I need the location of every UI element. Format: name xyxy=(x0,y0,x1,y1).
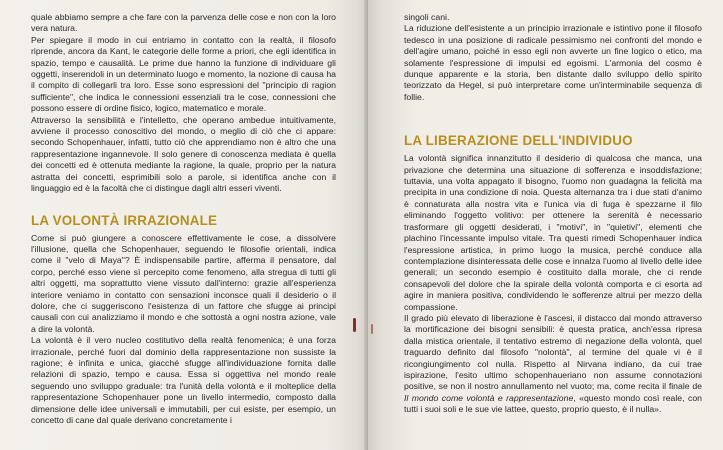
paragraph-text: , «questo mondo così reale, con tutti i suoi soli e le sue vie lattee, questo, proprio questo, è il nulla». xyxy=(404,392,702,415)
paragraph: Attraverso la sensibilità e l'intelletto, che operano ambedue intuitivamente, avviene il processo conoscitivo del mondo, o meglio di ciò che ci appare: secondo Schopenhauer, infatti, tutto ciò che apprendiamo non è altro che una rappresentazione ingannevole. Il solo genere di conoscenza mediata è quella dei concetti ed è ottenuta mediante la ragione, la quale, proprio per la natura astratta dei concetti, esprimibili solo a parole, si identifica anche con il linguaggio ed è la facoltà che ci distingue dagli altri esseri viventi. xyxy=(31,114,336,194)
paragraph: singoli cani. xyxy=(404,12,450,22)
paragraph: La volontà è il vero nucleo costitutivo della realtà fenomenica; è una forza irrazionale, perché fuori dal dominio della rappresentazione non sussiste la ragione; è infinita e unica, giacché sfugge all'individuazione fornita dalle relazioni di spazio, tempo e causa. Essa si oggettiva nel mondo reale seguendo uno sviluppo graduale: tra l'unità della volontà e il molteplice della rappresentazione Schopenhauer pone un livello intermedio, composto dalla dimensione delle idee universali e immutabili, per cui esiste, per esempio, un concetto di cane dal quale derivano concretamente i xyxy=(31,335,336,425)
paragraph-text: Il grado più elevato di liberazione è l'ascesi, il distacco dal mondo attraverso la mortificazione dei bisogni sensibili: è questa pratica, anch'essa ripresa dalla mistica orientale, il tentativo estremo di negazione della volontà, quel traguardo definito dal filosofo "nolontà", al termine del quale vi è il ricongiungimento col nulla. Rispetto al Nirvana indiano, da cui trae ispirazione, l'esito ultimo schopenhaueriano non assume connotazioni positive, se non il nostro annullamento nel vuoto; ma, come recita il finale de xyxy=(404,312,702,392)
page-mark xyxy=(371,324,373,334)
paragraph: La riduzione dell'esistente a un principio irrazionale e istintivo pone il filosofo tedesco in una posizione di radicale pessimismo nei confronti del mondo e dell'agire umano, poiché in esso egli non avverte un fine logico o etico, ma solamente l'espressione di impulsi ed egoismi. L'armonia del cosmo è dunque apparente e la storia, ben distante dallo sviluppo dello spirito teorizzato da Hegel, si può interpretare come un'interminabile sequenza di follie. xyxy=(404,23,702,102)
section-heading: LA VOLONTÀ IRRAZIONALE xyxy=(31,212,218,228)
page-mark xyxy=(353,318,356,332)
paragraph: Per spiegare il modo in cui entriamo in contatto con la realtà, il filosofo riprende, ancora da Kant, le categorie delle forme a priori, che egli identifica in spazio, tempo e causalità. Le prime due hanno la funzione di individuare gli oggetti, inserendoli in un determinato luogo e momento, la nozione di causa ha il compito di collegarli tra loro. Esse sono espressioni del "principio di ragion sufficiente", che indica le connessioni essenziali tra le cose, connessioni che possono essere di ordine fisico, logico, matematico e morale. xyxy=(31,34,336,114)
section-heading: LA LIBERAZIONE DELL'INDIVIDUO xyxy=(404,133,633,149)
book-title: Il mondo come volontà e rappresentazione xyxy=(404,392,574,403)
paragraph: quale abbiamo sempre a che fare con la parvenza delle cose e non con la loro vera natura. xyxy=(31,12,336,34)
right-text-column xyxy=(404,12,702,416)
right-page xyxy=(368,0,723,450)
paragraph: Come si può giungere a conoscere effettivamente le cose, a dissolvere l'illusione, quella che Schopenhauer, seguendo le filosofie orientali, indica come il "velo di Maya"? È indispensabile partire, afferma il pensatore, dal corpo, perché esso viene sì percepito come fenomeno, alla stregua di tutti gli altri oggetti, ma soprattutto viene vissuto dall'interno: grazie all'esperienza interiore veniamo in contatto con sensazioni inconsce quali il desiderio o il dolore, che ci suggeriscono l'esistenza di un fattore che sfugge ai principi causali con cui analizziamo il mondo e che sottostà a ogni nostra azione, vale a dire la volontà. xyxy=(31,232,336,334)
paragraph: La volontà significa innanzitutto il desiderio di qualcosa che manca, una privazione che determina una situazione di sofferenza e insoddisfazione; tuttavia, una volta appagato il bisogno, l'uomo non guadagna la felicità ma precipita in una condizione di noia. Questa alternanza tra i due stati d'animo è connaturata alla nostra vita e l'unica via di fuga è spezzarne il filo eliminando l'oggetto volitivo: per ottenere la serenità è necessario trasformare gli oggetti desiderati, i "motivi", in "quietivi", elementi che plachino l'incessante impulso vitale. Tra questi rimedi Schopenhauer indica l'espressione artistica, in primo luogo la musica, perché conduce alla contemplazione disinteressata delle cose e innalza l'uomo al livello delle idee generali; un secondo esempio è costituito dalla morale, che ci rende consapevoli del dolore che la spirale della volontà comporta e ci esorta ad agire in maniera positiva, condividendo le sofferenze altrui per mezzo della compassione. xyxy=(404,153,702,312)
paragraph xyxy=(404,313,702,416)
left-text-column xyxy=(31,12,336,426)
